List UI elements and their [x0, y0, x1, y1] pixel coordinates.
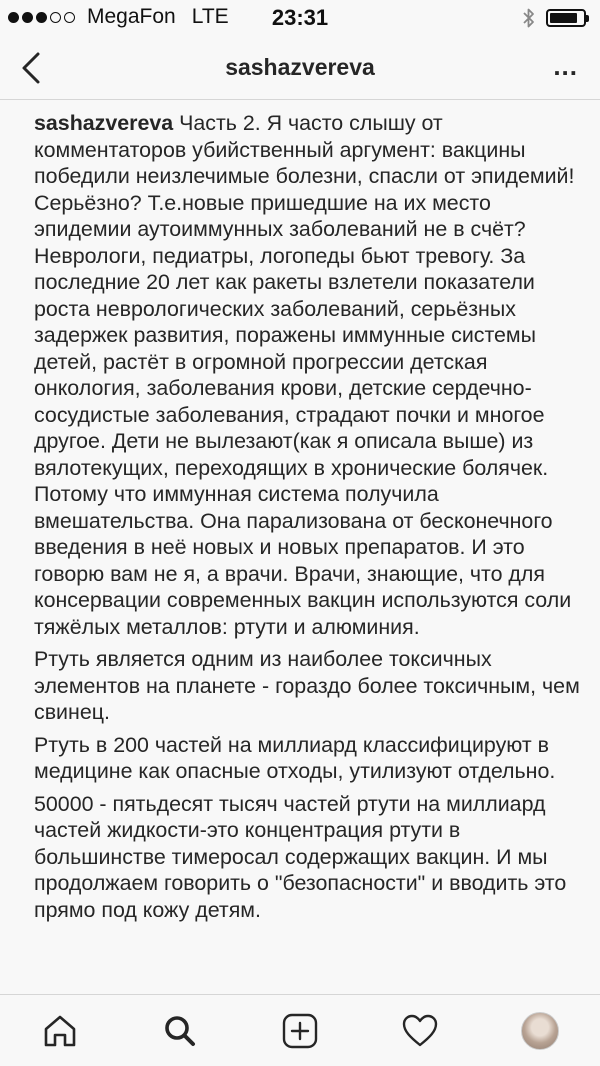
- network-type: LTE: [191, 5, 229, 28]
- heart-icon: [401, 1012, 439, 1050]
- caption-text: Часть 2. Я часто слышу от комментаторов убийственный аргумент: вакцины победили неизлечимые болезни, спасли от эпидемий! Серьёзно? Т.е.новые пришедшие на их место эпидемии аутоиммунных заболеваний не в счёт? Неврологи, педиатры, логопеды бьют тревогу. За последние 20 лет как ракеты взлетели показатели роста неврологических заболеваний, серьёзных задержек развития, поражены иммунные системы детей, растёт в огромной прогрессии детская онкология, заболевания крови, детские сердечно-сосудистые заболевания, страдают почки и многое другое. Дети не вылезают(как я описала выше) из вялотекущих, переходящих в хронические болячек. Потому что иммунная система получила вмешательства. Она парализована от бесконечного введения в неё новых и новых препаратов. И это говорю вам не я, а врачи. Врачи, знающие, что для консервации современных вакцин используются соли тяжёлых металлов: ртути и алюминия.: [34, 111, 575, 639]
- add-post-icon: [281, 1012, 319, 1050]
- carrier-name: MegaFon: [87, 5, 176, 28]
- tab-search[interactable]: [160, 1011, 200, 1051]
- caption-paragraph: [34, 110, 590, 640]
- tab-new-post[interactable]: [280, 1011, 320, 1051]
- post-caption: [34, 110, 590, 929]
- profile-avatar: [521, 1012, 559, 1050]
- navigation-bar: [0, 36, 600, 100]
- caption-paragraph: Ртуть является одним из наиболее токсичных элементов на планете - гораздо более токсичным, чем свинец.: [34, 647, 580, 724]
- tab-profile[interactable]: [520, 1011, 560, 1051]
- tab-activity[interactable]: [400, 1011, 440, 1051]
- clock: 23:31: [271, 5, 329, 30]
- username-link[interactable]: sashazvereva: [34, 111, 174, 135]
- caption-paragraph: 50000 - пятьдесят тысяч частей ртути на миллиард частей жидкости-это концентрация ртути в большинстве тимеросал содержащих вакцин. И мы продолжаем говорить о "безопасности" и вводить это прямо под кожу детям.: [34, 791, 567, 922]
- page-title: sashazvereva: [225, 54, 375, 80]
- home-icon: [41, 1012, 79, 1050]
- status-bar: [0, 0, 600, 36]
- bluetooth-icon: [522, 7, 536, 29]
- tab-bar: [0, 994, 600, 1066]
- caption-paragraph: Ртуть в 200 частей на миллиард классифицируют в медицине как опасные отходы, утилизуют отдельно.: [34, 732, 556, 783]
- tab-home[interactable]: [40, 1011, 80, 1051]
- more-options-button[interactable]: ...: [553, 51, 578, 81]
- search-icon: [161, 1012, 199, 1050]
- battery-icon: [546, 9, 586, 27]
